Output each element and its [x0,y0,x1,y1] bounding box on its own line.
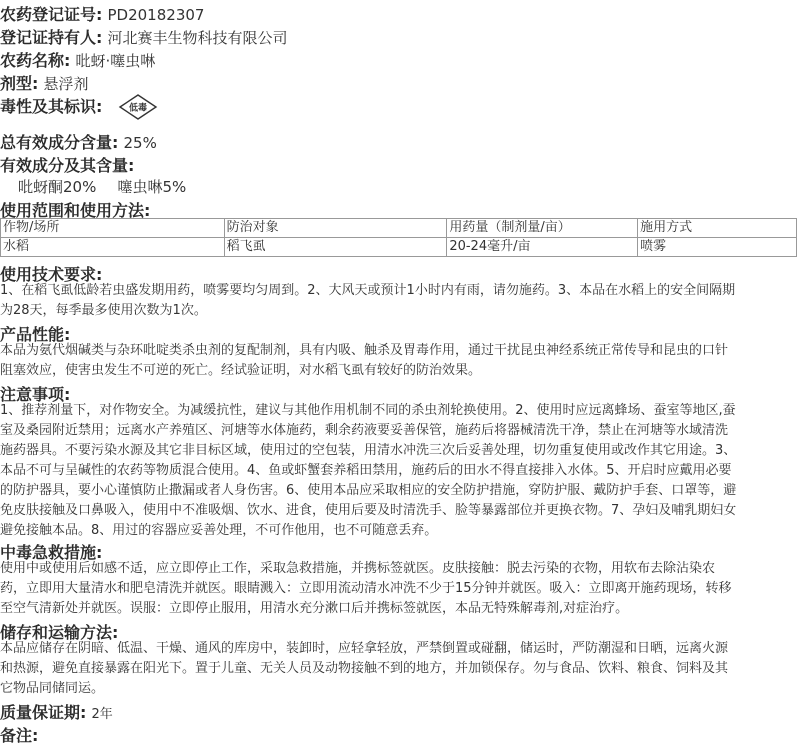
usage-table [0,218,797,257]
first-aid-line: 至空气清新处并就医。误服：立即停止服用，用清水充分漱口后并携标签就医，本品无特殊解毒剂,对症治疗。 [0,601,629,616]
remarks-label: 备注: [0,726,39,745]
usage-title: 使用范围和使用方法: [0,201,151,220]
cell-target: 稻飞虱 [224,238,447,257]
toxicity-label: 毒性及其标识: [0,97,103,116]
performance-line: 本品为氨代烟碱类与杂环吡啶类杀虫剂的复配制剂，具有内吸、触杀及胃毒作用，通过干扰昆虫神经系统正常传导和昆虫的口针 [0,343,729,358]
remarks-row [0,723,38,746]
storage-line: 和热源，避免直接暴露在阳光下。置于儿童、无关人员及动物接触不到的地方，并加锁保存。勿与食品、饮料、粮食、饲料及其 [0,661,729,676]
precautions-text [0,401,797,541]
cell-dosage: 20-24毫升/亩 [447,238,638,257]
storage-title: 储存和运输方法: [0,623,119,642]
technique-line: 为28天，每季最多使用次数为1次。 [0,303,207,318]
storage-line: 本品应储存在阴暗、低温、干燥、通风的库房中，装卸时，应轻拿轻放，严禁倒置或碰翻，储运时，严防潮湿和日晒，远离火源 [0,641,729,656]
technique-title: 使用技术要求: [0,265,103,284]
technique-line: 1、在稻飞虱低龄若虫盛发期用药，喷雾要均匀周到。2、大风天或预计1小时内有雨，请勿施药。3、本品在水稻上的安全间隔期 [0,283,736,298]
precautions-line: 本品不可与呈碱性的农药等物质混合使用。4、鱼或虾蟹套养稻田禁用，施药后的田水不得直接排入水体。5、开启时应戴用必要 [0,463,732,478]
pesticide-name-row [0,48,155,71]
pesticide-name-label: 农药名称: [0,51,71,70]
technique-text [0,281,797,321]
registration-number-row [0,2,204,25]
performance-line: 阻塞效应，使害虫发生不可逆的死亡。经试验证明，对水稻飞虱有较好的防治效果。 [0,363,482,378]
ingredients-list [18,176,186,197]
precautions-line: 的防护器具，要小心谨慎防止撒漏或者人身伤害。6、使用本品应采取相应的安全防护措施，穿防护服、戴防护手套、口罩等，避 [0,483,737,498]
pesticide-name-value: 吡蚜·噻虫啉 [75,52,156,70]
registrant-row [0,25,288,48]
total-content-label: 总有效成分含量: [0,133,119,152]
registration-number-label: 农药登记证号: [0,5,103,24]
total-content-row [0,130,157,153]
header-method: 施用方式 [638,219,797,238]
ingredient-thiacloprid: 噻虫啉5% [117,178,187,196]
registrant-value: 河北赛丰生物科技有限公司 [107,29,288,47]
header-crop: 作物/场所 [1,219,225,238]
first-aid-line: 药，立即用大量清水和肥皂清洗并就医。眼睛溅入：立即用流动清水冲洗不少于15分钟并就医。吸入：立即离开施药现场，转移 [0,581,732,596]
first-aid-text [0,559,797,619]
precautions-title: 注意事项: [0,385,71,404]
storage-text [0,639,797,699]
storage-line: 它物品同储同运。 [0,681,105,696]
low-toxicity-text: 低毒 [128,103,148,114]
precautions-line: 1、推荐剂量下，对作物安全。为减缓抗性，建议与其他作用机制不同的杀虫剂轮换使用。2、使用时应远离蜂场、蚕室等地区,蚕 [0,403,736,418]
formulation-row [0,71,89,94]
usage-data-row [1,238,797,257]
first-aid-title: 中毒急救措施: [0,543,103,562]
warranty-label: 质量保证期: [0,703,87,722]
cell-method: 喷雾 [638,238,797,257]
precautions-line: 室及桑园附近禁用；远离水产养殖区、河塘等水体施药，剩余药液要妥善保管，施药后将器械清洗干净，禁止在河塘等水域清洗 [0,423,729,438]
formulation-value: 悬浮剂 [43,75,89,93]
header-dosage: 用药量（制剂量/亩） [447,219,638,238]
precautions-line: 免皮肤接触及口鼻吸入，使用中不准吸烟、饮水、进食，使用后要及时清洗手、脸等暴露部位并更换衣物。7、孕妇及哺乳期妇女 [0,503,737,518]
cell-crop: 水稻 [1,238,225,257]
performance-text [0,341,797,381]
performance-title: 产品性能: [0,325,71,344]
usage-header-row [1,219,797,238]
ingredients-label: 有效成分及其含量: [0,156,135,175]
registration-number-value: PD20182307 [107,6,205,24]
warranty-value: 2年 [91,707,113,722]
toxicity-row [0,94,102,117]
header-target: 防治对象 [224,219,447,238]
precautions-line: 避免接触本品。8、用过的容器应妥善处理，不可作他用，也不可随意丢弃。 [0,523,438,538]
total-content-value: 25% [123,134,157,152]
low-toxicity-icon [118,94,158,120]
formulation-label: 剂型: [0,74,39,93]
warranty-row [0,700,113,723]
first-aid-line: 使用中或使用后如感不适，应立即停止工作，采取急救措施，并携标签就医。皮肤接触：脱去污染的衣物，用软布去除沾染农 [0,561,716,576]
ingredient-pymetrozine: 吡蚜酮20% [18,178,97,196]
precautions-line: 施药器具。不要污染水源及其它非目标区域，使用过的空包装，用清水冲洗三次后妥善处理，切勿重复使用或改作其它用途。3、 [0,443,737,458]
ingredients-row [0,153,134,176]
registrant-label: 登记证持有人: [0,28,103,47]
